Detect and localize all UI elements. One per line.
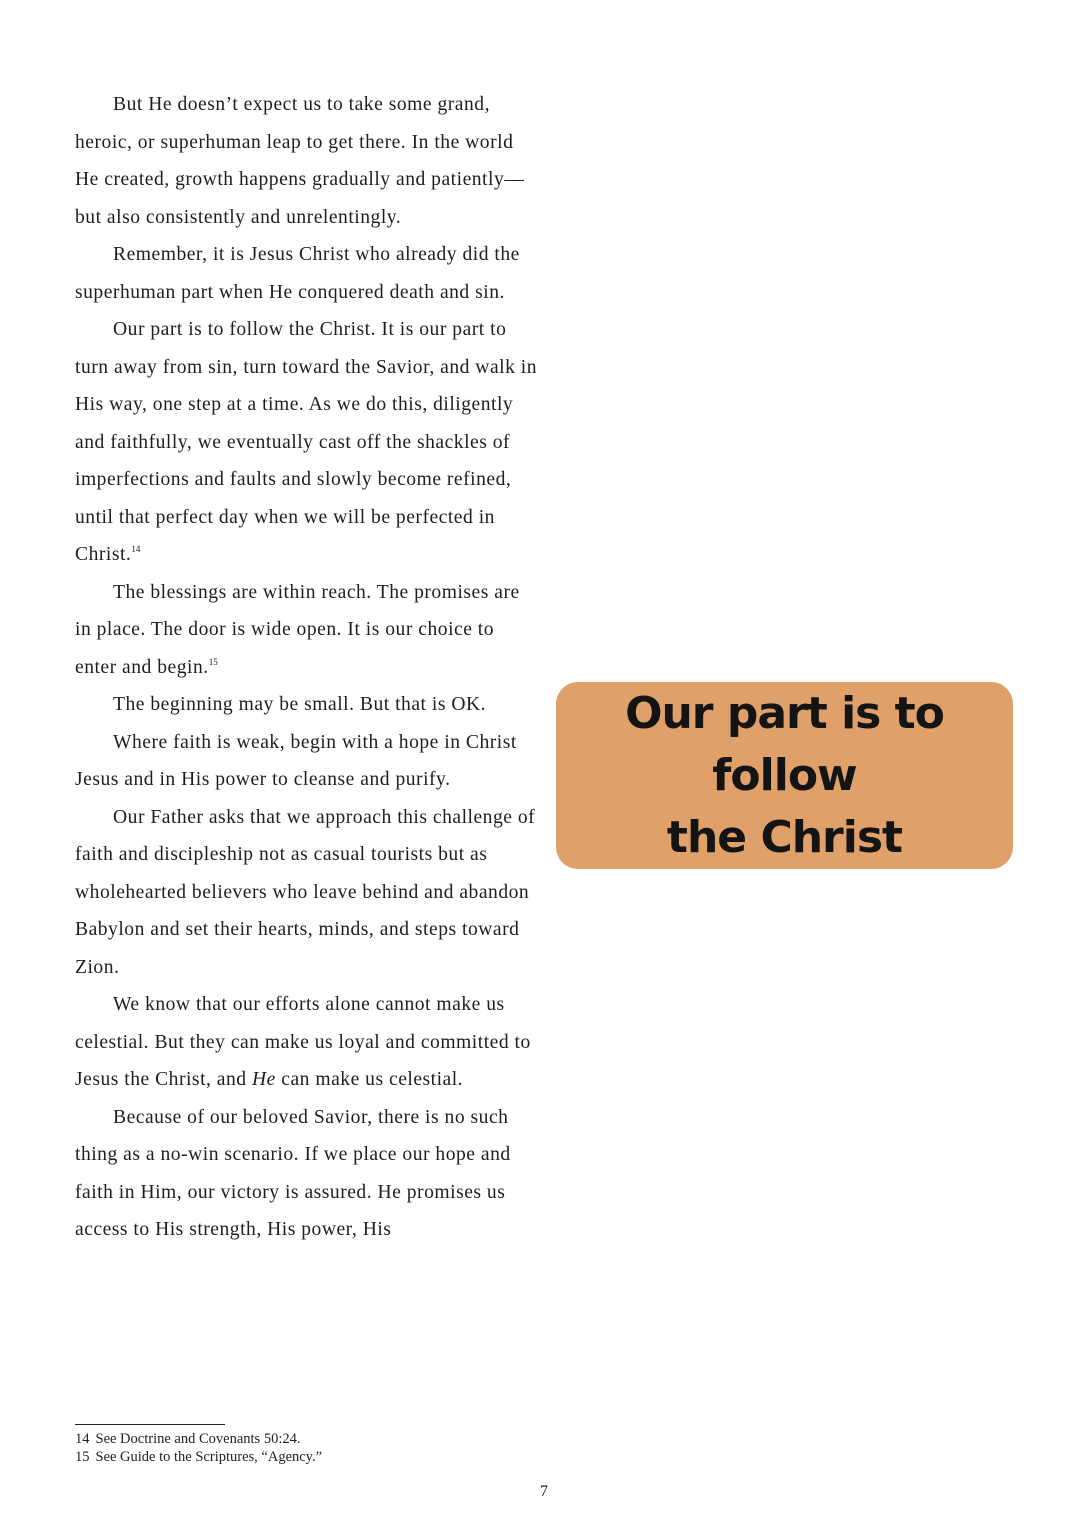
footnote-ref-15[interactable]: 15 bbox=[208, 656, 218, 667]
footnote-text: See Guide to the Scriptures, “Agency.” bbox=[95, 1449, 323, 1465]
paragraph-3 bbox=[75, 311, 540, 574]
pull-quote-text bbox=[556, 683, 1013, 869]
footnote-15 bbox=[75, 1448, 675, 1466]
footnote-ref-14[interactable]: 14 bbox=[131, 544, 141, 554]
footnote-number: 15 bbox=[75, 1449, 90, 1465]
paragraph-8-emphasis: He bbox=[252, 1069, 276, 1090]
paragraph-5: The beginning may be small. But that is OK. bbox=[113, 694, 487, 715]
paragraph-8-text-end: can make us celestial. bbox=[275, 1069, 464, 1090]
footnote-divider bbox=[75, 1424, 225, 1425]
paragraph-8-text-start: We know that our efforts alone cannot make us celestial. But they can make us loyal and committed to Jesus the Christ, and bbox=[75, 994, 531, 1090]
paragraph-3-text: Our part is to follow the Christ. It is our part to turn away from sin, turn toward the Savior, and walk in His way, one step at a time. As we do this, diligently and faithfully, we eventually cast off the shackles of imperfections and faults and slowly become refined, until that perfect day when we will be perfected in Christ. bbox=[75, 319, 538, 565]
footnote-number: 14 bbox=[75, 1431, 90, 1447]
paragraph-1: But He doesn’t expect us to take some grand, heroic, or superhuman leap to get there. In the world He created, growth happens gradually and patiently—but also consistently and unrelentingly. bbox=[75, 94, 525, 228]
footnote-text: See Doctrine and Covenants 50:24. bbox=[95, 1431, 301, 1447]
pull-quote-line-1: Our part is to follow bbox=[625, 687, 944, 801]
body-text-column bbox=[75, 86, 540, 1249]
paragraph-2: Remember, it is Jesus Christ who already did the superhuman part when He conquered death and sin. bbox=[75, 244, 520, 303]
paragraph-7: Our Father asks that we approach this challenge of faith and discipleship not as casual tourists but as wholehearted believers who leave behind and abandon Babylon and set their hearts, minds, and steps toward Zion. bbox=[75, 806, 536, 978]
pull-quote-callout bbox=[556, 682, 1013, 869]
paragraph-9: Because of our beloved Savior, there is no such thing as a no-win scenario. If we place our hope and faith in Him, our victory is assured. He promises us access to His strength, His power, His bbox=[75, 1106, 511, 1240]
paragraph-8 bbox=[75, 986, 540, 1099]
footnote-14 bbox=[75, 1430, 675, 1448]
paragraph-4 bbox=[75, 574, 540, 687]
footnotes bbox=[75, 1430, 675, 1466]
pull-quote-line-2: the Christ bbox=[666, 811, 903, 863]
paragraph-4-text: The blessings are within reach. The promises are in place. The door is wide open. It is our choice to enter and begin. bbox=[75, 581, 520, 678]
page-number: 7 bbox=[540, 1483, 548, 1500]
paragraph-6: Where faith is weak, begin with a hope in Christ Jesus and in His power to cleanse and purify. bbox=[75, 731, 517, 790]
